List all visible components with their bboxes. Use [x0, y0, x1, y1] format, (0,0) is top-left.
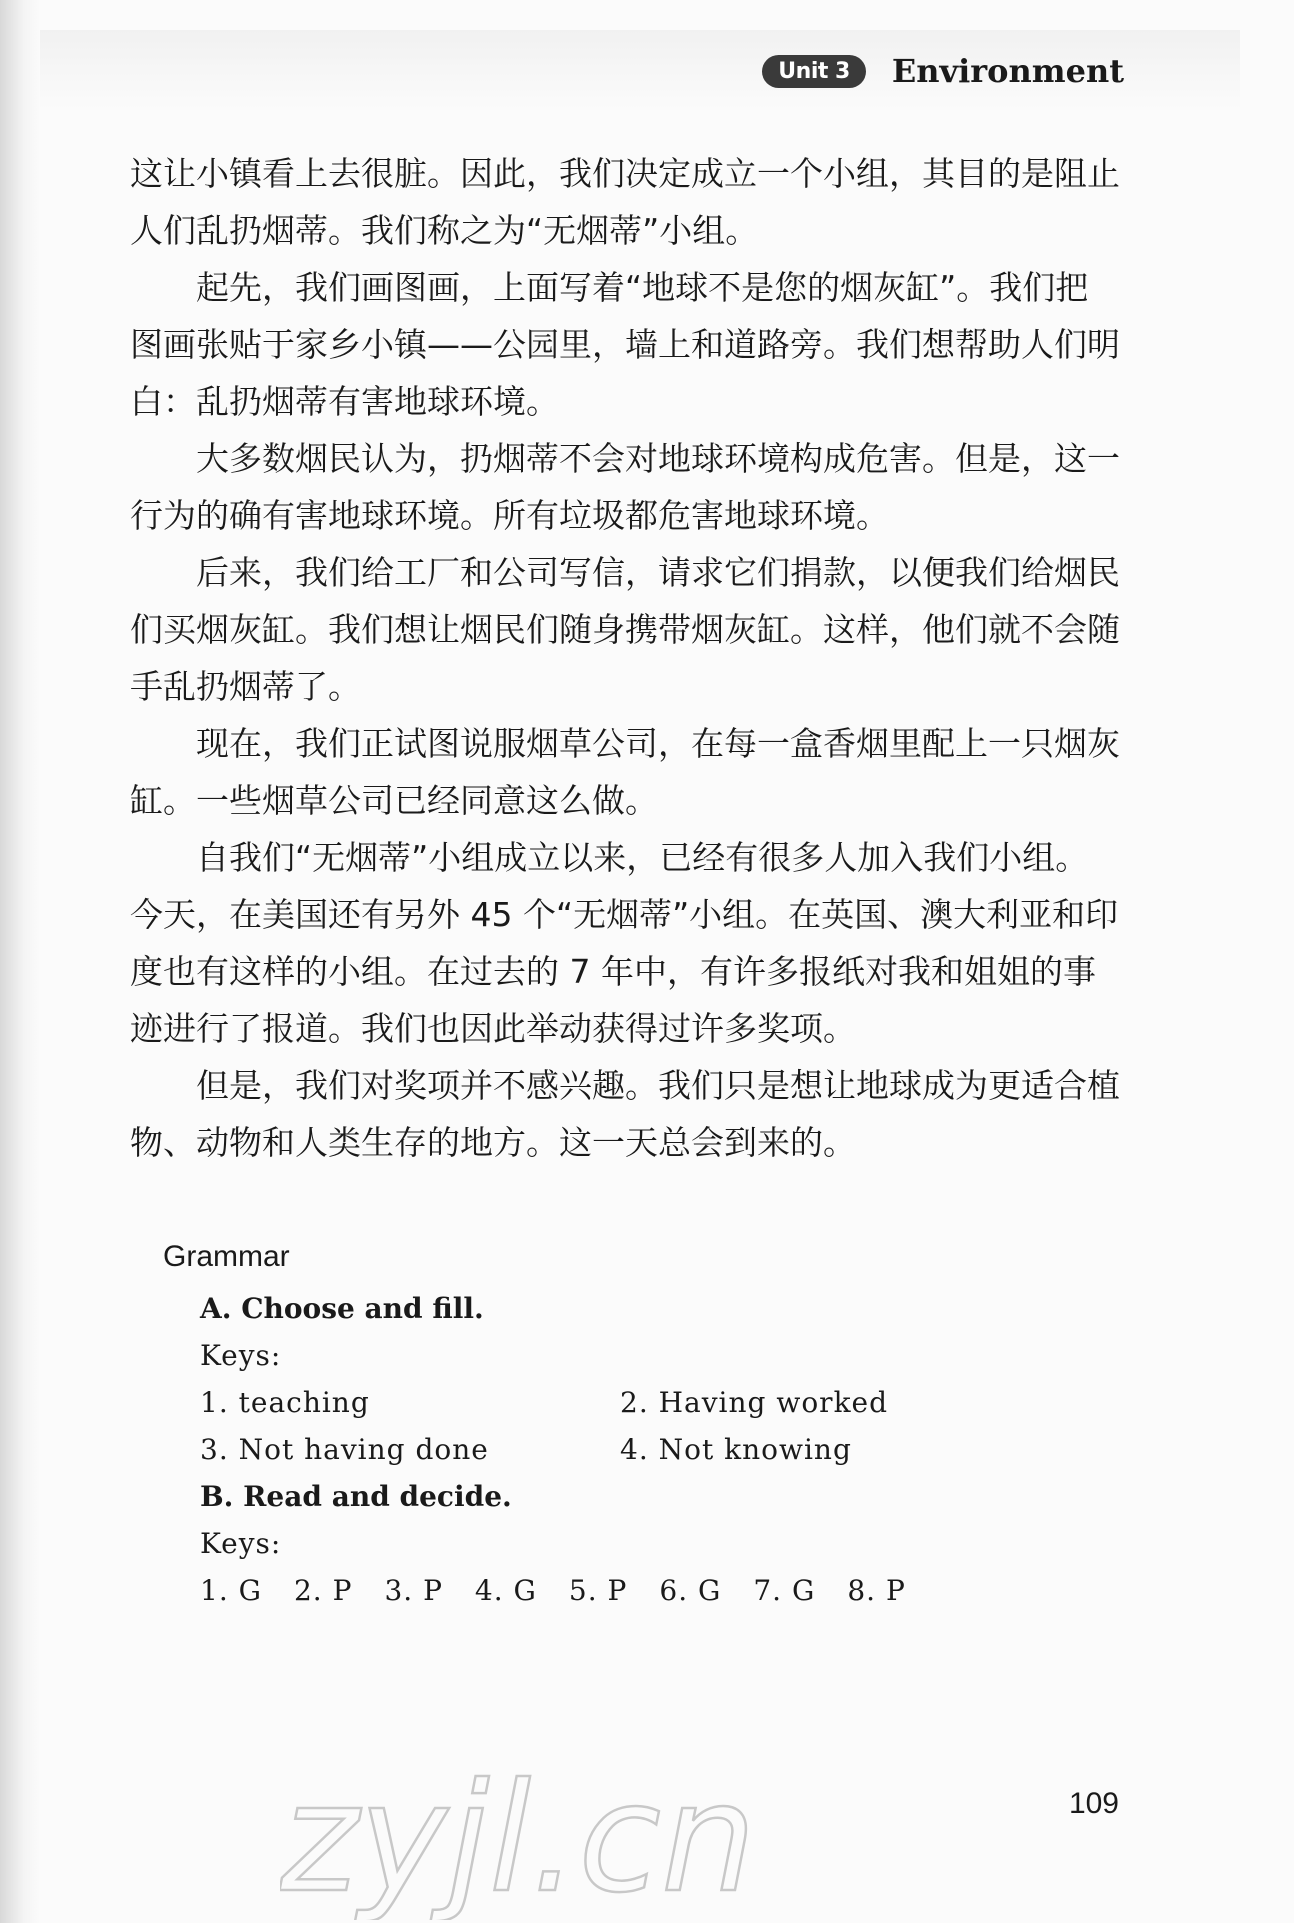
paragraph: 现在，我们正试图说服烟草公司，在每一盒香烟里配上一只烟灰缸。一些烟草公司已经同意这么做。 [130, 724, 1120, 820]
body-text [130, 145, 1120, 1171]
section-b-keys-label: Keys: [200, 1527, 282, 1560]
answer-item: 3. Not having done [200, 1433, 489, 1466]
paragraph: 后来，我们给工厂和公司写信，请求它们捐款，以便我们给烟民们买烟灰缸。我们想让烟民们随身携带烟灰缸。这样，他们就不会随手乱扔烟蒂了。 [130, 553, 1120, 706]
unit-title: Environment [891, 52, 1124, 90]
section-b-title: B. Read and decide. [200, 1480, 512, 1513]
paragraph: 但是，我们对奖项并不感兴趣。我们只是想让地球成为更适合植物、动物和人类生存的地方。这一天总会到来的。 [130, 1066, 1120, 1162]
paragraph: 这让小镇看上去很脏。因此，我们决定成立一个小组，其目的是阻止人们乱扔烟蒂。我们称之为“无烟蒂”小组。 [130, 154, 1120, 250]
section-b-answers [200, 1574, 1063, 1607]
section-a-answers [200, 1386, 1063, 1466]
watermark-logo [280, 1750, 920, 1920]
section-a-title: A. Choose and fill. [200, 1292, 484, 1325]
answer-item: 3. P [384, 1574, 443, 1607]
answer-item: 4. G [474, 1574, 537, 1607]
answer-item: 2. Having worked [620, 1386, 889, 1419]
answer-item: 8. P [847, 1574, 906, 1607]
paragraph: 大多数烟民认为，扔烟蒂不会对地球环境构成危害。但是，这一行为的确有害地球环境。所有垃圾都危害地球环境。 [130, 439, 1120, 535]
paragraph: 自我们“无烟蒂”小组成立以来，已经有很多人加入我们小组。今天，在美国还有另外 45 个“无烟蒂”小组。在英国、澳大利亚和印度也有这样的小组。在过去的 7 年中，有许多报纸对我和姐姐的事迹进行了报道。我们也因此举动获得过许多奖项。 [130, 838, 1119, 1048]
answer-item: 6. G [659, 1574, 722, 1607]
page-number: 109 [1068, 1787, 1119, 1820]
answer-item: 4. Not knowing [620, 1433, 852, 1466]
section-a-keys-label: Keys: [200, 1339, 282, 1372]
page-header [762, 52, 1124, 90]
answer-item: 2. P [293, 1574, 353, 1607]
grammar-section [163, 1240, 1063, 1607]
answer-item: 1. teaching [200, 1386, 370, 1419]
answer-item: 7. G [753, 1574, 816, 1607]
grammar-title: Grammar [163, 1240, 290, 1273]
page-binding-shadow [0, 0, 40, 1923]
paragraph: 起先，我们画图画，上面写着“地球不是您的烟灰缸”。我们把图画张贴于家乡小镇——公园里，墙上和道路旁。我们想帮助人们明白：乱扔烟蒂有害地球环境。 [130, 268, 1120, 421]
answer-item: 1. G [200, 1574, 262, 1607]
answer-item: 5. P [568, 1574, 628, 1607]
watermark-text: zyjl.cn [280, 1752, 757, 1920]
unit-badge: Unit 3 [762, 55, 866, 88]
